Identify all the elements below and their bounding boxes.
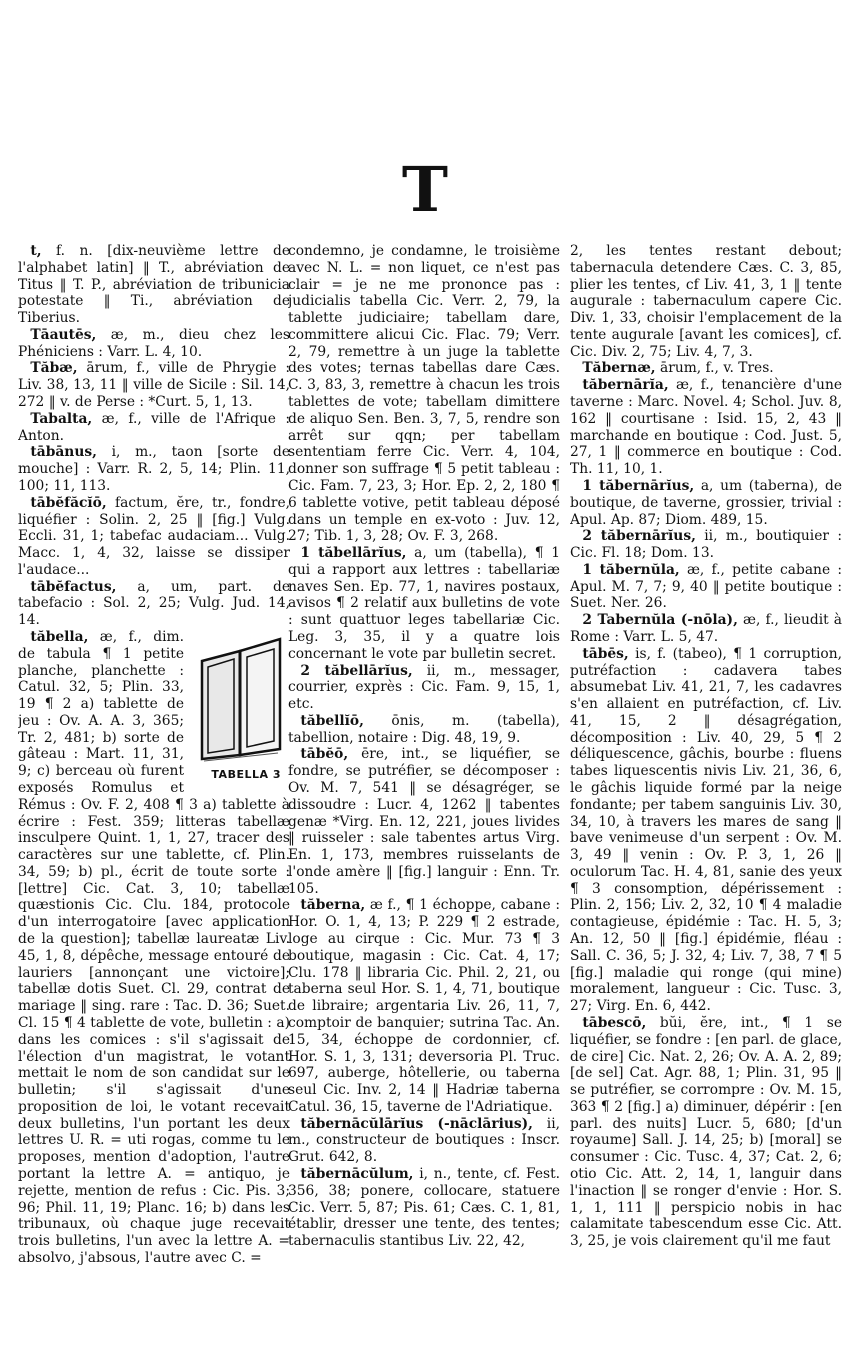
entry-text: æ, f., ville de l'Afrique : Anton. — [18, 410, 290, 444]
dictionary-entry — [288, 545, 560, 662]
dictionary-entry — [18, 495, 290, 579]
entry-text: condemno, je condamne, le troisième avec N. L. = non liquet, ce n'est pas clair = je ne me prononce pas : judicialis tabella Cic. Verr. 2, 79, la tablette judiciaire; tabellam dare, committere alicui Cic. Flac. 79; Verr. 2, 79, remettre à un juge la tablette des votes; ternas tabellas dare Cæs. C. 3, 83, 3, remettre à chacun les trois tablettes de vote; tabellam dimittere de aliquo Sen. Ben. 3, 7, 5, rendre son arrêt sur qqn; per tabellam sententiam ferre Cic. Verr. 4, 104, donner son suffrage ¶ 5 petit tableau : Cic. Fam. 7, 23, 3; Hor. Ep. 2, 2, 180 ¶ 6 tablette votive, petit tableau déposé dans un temple en ex-voto : Juv. 12, 27; Tib. 1, 3, 28; Ov. F. 3, 268. — [288, 243, 560, 545]
dictionary-entry — [570, 360, 842, 377]
entry-text: bŭi, ĕre, int., ¶ 1 se liquéfier, se fondre : [en parl. de glace, de cire] Cic. Nat. 2, 26; Ov. A. A. 2, 89; [de sel] Cat. Agr. 88, 1; Plin. 31, 95 ‖ se putréfier, se corrompre : Ov. M. 15, 363 ¶ 2 [fig.] a) diminuer, dépérir : [en parl. des nuits] Lucr. 5, 680; [d'un royaume] Sall. J. 14, 25; b) [moral] se consumer : Cic. Tusc. 4, 37; Cat. 2, 6; otio Cic. Att. 2, 14, 1, languir dans l'inaction ‖ se ronger d'envie : Hor. S. 1, 1, 111 ‖ perspicio nobis in hac calamitate tabescendum esse Cic. Att. 3, 25, je vois clairement qu'il me faut — [570, 1014, 842, 1250]
entry-headword: 2 tăbellārĭus, — [300, 662, 413, 679]
entry-text: æ, f., petite cabane : Apul. M. 7, 7; 9, 40 ‖ petite boutique : Suet. Ner. 26. — [570, 561, 842, 612]
dictionary-entry — [570, 646, 842, 1015]
dictionary-entry — [570, 562, 842, 612]
entry-text: ii, m., boutiquier : Cic. Fl. 18; Dom. 13. — [570, 528, 842, 562]
dictionary-entry — [18, 327, 290, 361]
dictionary-entry — [570, 478, 842, 528]
tabella-illustration — [190, 631, 290, 783]
dictionary-entry — [570, 243, 842, 360]
entry-headword: tăbernācŭlum, — [300, 1165, 414, 1182]
illustration-caption: TABELLA 3 — [211, 767, 281, 781]
entry-headword: tābĕō, — [300, 746, 349, 763]
entry-text: i, n., tente, cf. Fest. 356, 38; ponere, collocare, statuere Cic. Verr. 5, 87; Pis. 61; Cæs. C. 1, 81, établir, dresser une tente, des tentes; tabernaculis stantibus Liv. 22, 42, — [288, 1165, 560, 1250]
entry-text: ārum, f., v. Tres. — [655, 360, 774, 377]
column-2 — [288, 243, 560, 1348]
entry-headword: 1 tăbernŭla, — [582, 561, 680, 578]
entry-text: æ, f., lieudit à Rome : Varr. L. 5, 47. — [570, 612, 842, 645]
entry-text: a, um (taberna), de boutique, de taverne, grossier, trivial : Apul. Ap. 87; Diom. 489, 15. — [570, 477, 842, 528]
entry-headword: tābĕfăcĭō, — [30, 494, 107, 511]
entry-headword: 1 tăbellārĭus, — [300, 545, 407, 562]
dictionary-entry — [288, 1166, 560, 1250]
entry-text: æ, m., dieu chez les Phéniciens : Varr. L. 4, 10. — [18, 326, 290, 360]
entry-text: is, f. (tabeo), ¶ 1 corruption, putréfaction : cadavera tabes absumebat Liv. 41, 21, 7, les cadavres s'en allaient en putréfaction, cf. Liv. 41, 15, 2 ‖ désagrégation, décomposition : Liv. 40, 29, 5 ¶ 2 déliquescence, gâchis, bourbe : fluens tabes liquescentis nivis Liv. 21, 36, 6, le gâchis liquide formé par la neige fondante; per tabem sanguinis Liv. 30, 34, 10, à travers les mares de sang ‖ bave venimeuse d'un serpent : Ov. M. 3, 49 ‖ venin : Ov. P. 3, 1, 26 ‖ oculorum Tac. H. 4, 81, sanie des yeux ¶ 3 consomption, dépérissement : Plin. 2, 156; Liv. 2, 32, 10 ¶ 4 maladie contagieuse, épidémie : Tac. H. 5, 3; An. 12, 50 ‖ [fig.] épidémie, fléau : Sall. C. 36, 5; J. 32, 4; Liv. 7, 38, 7 ¶ 5 [fig.] maladie qui ronge (qui mine) moralement, langueur : Cic. Tusc. 3, 27; Virg. En. 6, 442. — [570, 645, 842, 1015]
dictionary-entry — [570, 377, 842, 478]
entry-headword: tăbernārĭa, — [582, 377, 669, 394]
entry-headword: Tabalta, — [30, 410, 93, 427]
dictionary-entry — [570, 612, 842, 646]
entry-text: f. n. [dix-neuvième lettre de l'alphabet latin] ‖ T., abréviation de Titus ‖ T. P., abréviation de tribunicia potestate ‖ Ti., abréviation de Tiberius. — [18, 243, 290, 327]
entry-headword: tābānus, — [30, 444, 97, 461]
entry-headword: tăbernācŭlārĭus (-nāclārius), — [300, 1115, 533, 1132]
dictionary-entry — [570, 1015, 842, 1250]
entry-headword: tābĕfactus, — [30, 578, 117, 595]
dictionary-entry — [288, 746, 560, 897]
entry-headword: t, — [30, 243, 42, 259]
column-1 — [18, 243, 290, 1348]
entry-text: ēre, int., se liquéfier, se fondre, se putréfier, se décomposer : Ov. M. 7, 541 ‖ se désagréger, se dissoudre : Lucr. 4, 1262 ‖ tabentes genæ *Virg. En. 12, 221, joues livides ‖ ruisseler : sale tabentes artus Virg. En. 1, 173, membres ruisselants de l'onde amère ‖ [fig.] languir : Enn. Tr. 105. — [288, 746, 560, 897]
dictionary-entry — [18, 444, 290, 494]
entry-headword: tābescō, — [582, 1014, 647, 1031]
dictionary-entry — [18, 629, 290, 1267]
entry-text: i, m., taon [sorte de mouche] : Varr. R. 2, 5, 14; Plin. 11, 100; 11, 113. — [18, 444, 290, 494]
dictionary-entry — [18, 579, 290, 629]
entry-text: ii, m., constructeur de boutiques : Inscr. Grut. 642, 8. — [288, 1115, 560, 1166]
dictionary-entry — [288, 663, 560, 713]
entry-text: 2, les tentes restant debout; tabernacula detendere Cæs. C. 3, 85, plier les tentes, cf Liv. 41, 3, 1 ‖ tente augurale : tabernaculum capere Cic. Div. 1, 33, choisir l'emplacement de la tente augurale [avant les comices], cf. Cic. Div. 2, 75; Liv. 4, 7, 3. — [570, 243, 842, 360]
column-3 — [570, 243, 842, 1348]
dictionary-entry — [570, 528, 842, 562]
entry-text: a, um (tabella), ¶ 1 qui a rapport aux lettres : tabellariæ naves Sen. Ep. 77, 1, navires postaux, avisos ¶ 2 relatif aux bulletins de vote : sunt quattuor leges tabellariæ Cic. Leg. 3, 35, il y a quatre lois concernant le vote par bulletin secret. — [288, 545, 560, 662]
dictionary-entry — [288, 1116, 560, 1166]
entry-text: factum, ĕre, tr., fondre, liquéfier : Solin. 2, 25 ‖ [fig.] Vulg. Eccli. 31, 1; tabefac audaciam... Vulg. Macc. 1, 4, 32, laisse se dissiper l'audace... — [18, 494, 290, 578]
writing-tablet-icon — [190, 631, 290, 765]
entry-headword: Tăbernæ, — [582, 360, 656, 377]
entry-headword: tābēs, — [582, 645, 629, 662]
dictionary-entry — [18, 360, 290, 410]
entry-headword: 2 Tabernŭla (-nōla), — [582, 612, 738, 629]
entry-text: a, um, part. de tabefacio : Sol. 2, 25; Vulg. Jud. 14, 14. — [18, 578, 290, 629]
entry-text: ārum, f., ville de Phrygie : Liv. 38, 13, 11 ‖ ville de Sicile : Sil. 14, 272 ‖ v. de Perse : *Curt. 5, 1, 13. — [18, 360, 290, 411]
entry-headword: tăbellĭō, — [300, 712, 364, 729]
entry-text: æ f., ¶ 1 échoppe, cabane : Hor. O. 1, 4, 13; P. 229 ¶ 2 estrade, loge au cirque : Cic. Mur. 73 ¶ 3 boutique, magasin : Cic. Cat. 4, 17; Clu. 178 ‖ libraria Cic. Phil. 2, 21, ou taberna seul Hor. S. 1, 4, 71, boutique de libraire; argentaria Liv. 26, 11, 7, comptoir de banquier; sutrina Tac. An. 15, 34, échoppe de cordonnier, cf. Hor. S. 1, 3, 131; deversoria Pl. Truc. 697, auberge, hôtellerie, ou taberna seul Cic. Inv. 2, 14 ‖ Hadriæ taberna Catul. 36, 15, taverne de l'Adriatique. — [288, 897, 560, 1115]
entry-headword: Tăbæ, — [30, 360, 78, 377]
dictionary-entry — [18, 243, 290, 327]
entry-headword: tăbella, — [30, 628, 89, 645]
entry-text: æ, f., tenancière d'une taverne : Marc. Novel. 4; Schol. Juv. 8, 162 ‖ courtisane : Isid. 15, 2, 43 ‖ marchande en boutique : Cod. Just. 5, 27, 1 ‖ commerce en boutique : Cod. Th. 11, 10, 1. — [570, 377, 842, 478]
entry-text: ii, m., messager, courrier, exprès : Cic. Fam. 9, 15, 1, etc. — [288, 662, 560, 713]
entry-text: ōnis, m. (tabella), tabellion, notaire : Dig. 48, 19, 9. — [288, 712, 560, 746]
section-letter: T — [401, 153, 449, 226]
dictionary-entry — [18, 411, 290, 445]
entry-text: æ, f., dim. de tabula ¶ 1 petite planche, planchette : Catul. 32, 5; Plin. 33, 19 ¶ 2 a) tablette de jeu : Ov. A. A. 3, 365; Tr. 2, 481; b) sorte de gâteau : Mart. 11, 31, 9; c) berceau où furent exposés Romulus et Rémus : Ov. F. 2, 408 ¶ 3 a) tablette à écrire : Fest. 359; litteras tabellæ insculpere Quint. 1, 1, 27, tracer des caractères sur une tablette, cf. Plin. 34, 59; b) pl., écrit de toute sorte : [lettre] Cic. Cat. 3, 10; tabellæ quæstionis Cic. Clu. 184, protocole d'un interrogatoire [avec application de la question]; tabellæ laureatæ Liv. 45, 1, 8, dépêche, message entouré de lauriers [annonçant une victoire]; tabellæ dotis Suet. Cl. 29, contrat de mariage ‖ sing. rare : Tac. D. 36; Suet. Cl. 15 ¶ 4 tablette de vote, bulletin : a) dans les comices : s'il s'agissait de l'élection d'un magistrat, le votant mettait le nom de son candidat sur le bulletin; s'il s'agissait d'une proposition de loi, le votant recevait deux bulletins, l'un portant les deux lettres U. R. = uti rogas, comme tu le proposes, mention d'adoption, l'autre portant la lettre A. = antiquo, je rejette, mention de refus : Cic. Pis. 3; 96; Phil. 11, 19; Planc. 16; b) dans les tribunaux, où chaque juge recevait trois bulletins, l'un avec la lettre A. = absolvo, j'absous, l'autre avec C. = — [18, 628, 290, 1266]
dictionary-entry — [288, 897, 560, 1115]
entry-headword: Tāautēs, — [30, 326, 97, 343]
dictionary-entry — [288, 713, 560, 747]
entry-headword: tăberna, — [300, 897, 366, 914]
dictionary-entry — [288, 243, 560, 545]
entry-headword: 2 tăbernārĭus, — [582, 528, 696, 545]
entry-headword: 1 tăbernārĭus, — [582, 477, 695, 494]
